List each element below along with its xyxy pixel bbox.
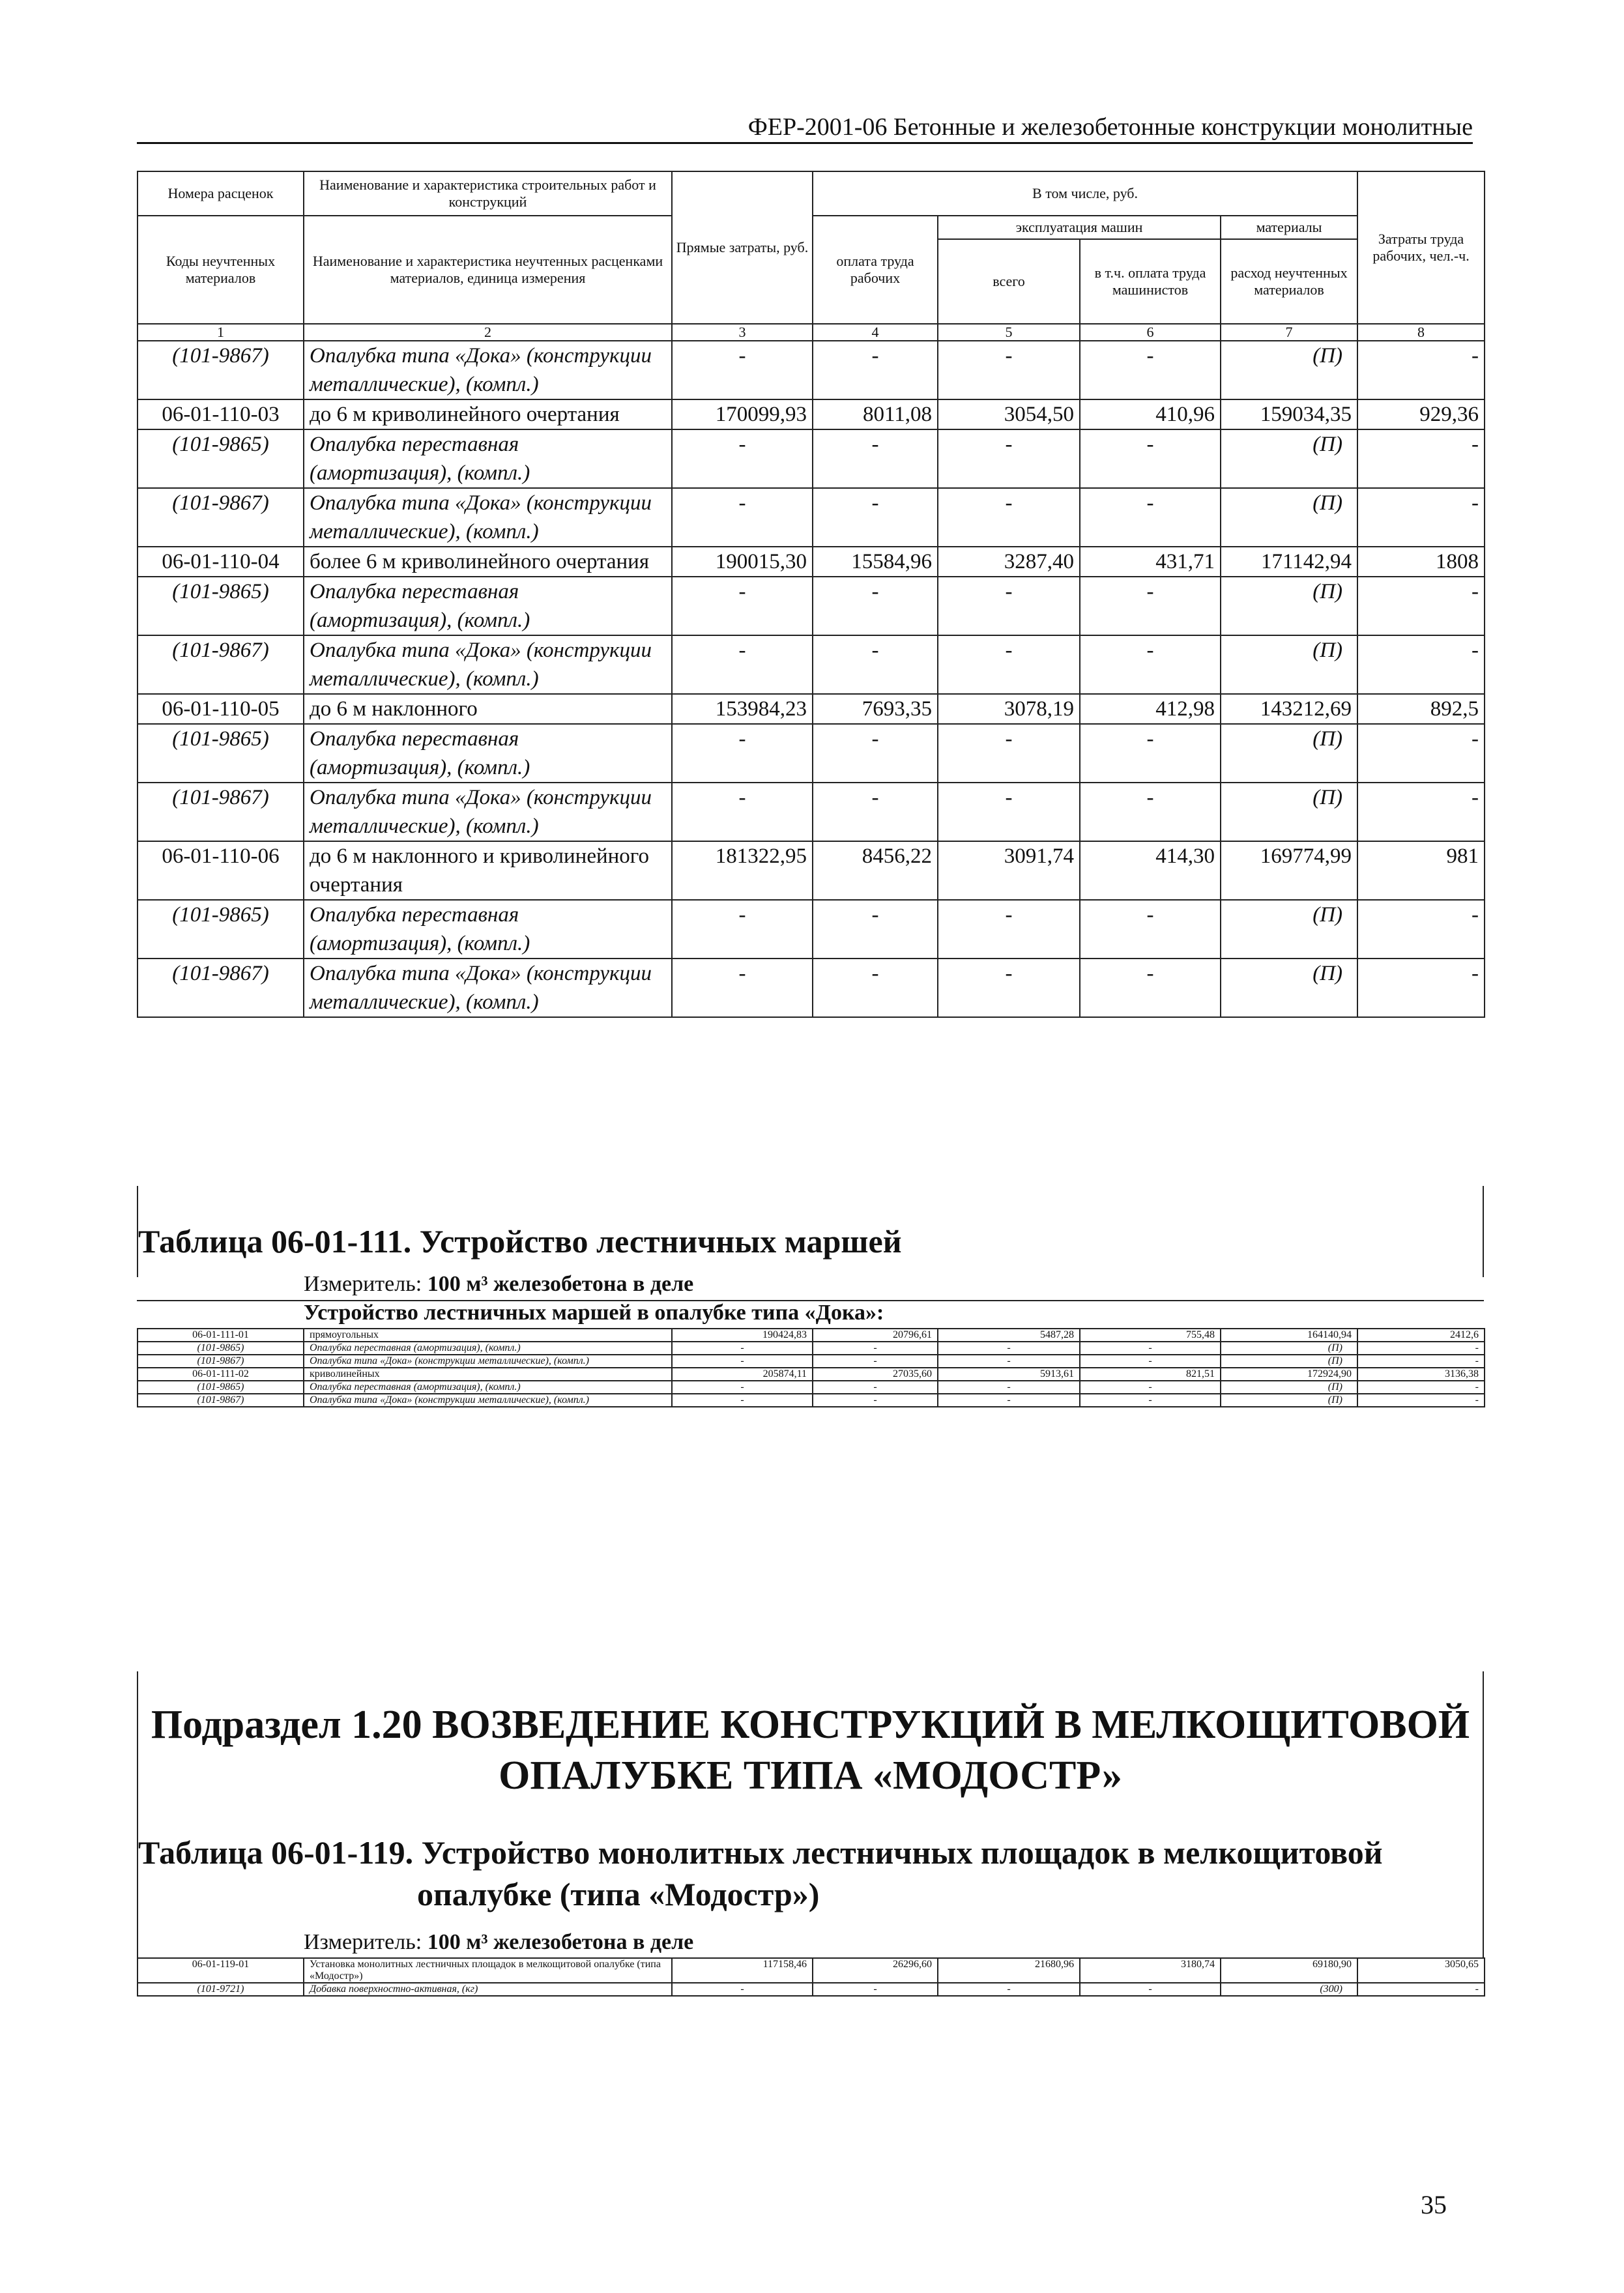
rate-name: до 6 м криволинейного очертания [304,399,672,429]
labor-hours: - [1357,635,1485,694]
direct-cost: - [672,1381,813,1394]
machine-cost: 5913,61 [938,1368,1080,1381]
materials-cost: (П) [1221,577,1357,635]
machine-cost: - [938,783,1080,841]
material-code: (101-9867) [138,1394,304,1407]
labor-hours: 929,36 [1357,399,1485,429]
materials-cost: 69180,90 [1221,1958,1357,1983]
norms-table [137,171,1485,1018]
operator-cost: 821,51 [1080,1368,1221,1381]
labor-cost: - [813,577,938,635]
material-row [138,1342,1485,1355]
material-row [138,1381,1485,1394]
machine-cost: 3078,19 [938,694,1080,724]
direct-cost: - [672,724,813,783]
labor-hours: - [1357,341,1485,399]
header-col2-bottom: Наименование и характеристика неучтенных расценками материалов, единица измерения [304,216,672,324]
labor-hours: - [1357,900,1485,959]
operator-cost: 410,96 [1080,399,1221,429]
material-name: Опалубка переставная (амортизация), (компл.) [304,724,672,783]
subsection-title-line1: Подраздел 1.20 ВОЗВЕДЕНИЕ КОНСТРУКЦИЙ В МЕЛКОЩИТОВОЙ [151,1703,1470,1747]
header-col7: расход неучтенных материалов [1221,239,1357,324]
materials-cost: (П) [1221,1381,1357,1394]
materials-cost: (П) [1221,959,1357,1017]
header-col2-top: Наименование и характеристика строительных работ и конструкций [304,171,672,216]
materials-cost: (П) [1221,488,1357,547]
direct-cost: 153984,23 [672,694,813,724]
direct-cost: - [672,1983,813,1996]
materials-cost: (П) [1221,1342,1357,1355]
direct-cost: 181322,95 [672,841,813,900]
rate-code: 06-01-111-02 [138,1368,304,1381]
operator-cost: - [1080,1394,1221,1407]
material-code: (101-9867) [138,783,304,841]
material-name: Опалубка типа «Дока» (конструкции металлические), (компл.) [304,341,672,399]
rate-name: более 6 м криволинейного очертания [304,547,672,577]
material-code: (101-9865) [138,1342,304,1355]
rate-code: 06-01-119-01 [138,1958,304,1983]
materials-cost: (300) [1221,1983,1357,1996]
rate-name: Установка монолитных лестничных площадок в мелкощитовой опалубке (типа «Модостр») [304,1958,672,1983]
direct-cost: - [672,488,813,547]
materials-cost: (П) [1221,724,1357,783]
direct-cost: - [672,900,813,959]
operator-cost: 3180,74 [1080,1958,1221,1983]
header-col5: всего [938,239,1080,324]
labor-hours: - [1357,1983,1485,1996]
operator-cost: 412,98 [1080,694,1221,724]
materials-cost: 172924,90 [1221,1368,1357,1381]
materials-cost: (П) [1221,635,1357,694]
operator-cost: - [1080,488,1221,547]
labor-cost: - [813,900,938,959]
labor-cost: - [813,724,938,783]
direct-cost: 170099,93 [672,399,813,429]
labor-hours: - [1357,429,1485,488]
labor-cost: 7693,35 [813,694,938,724]
machine-cost: - [938,341,1080,399]
material-code: (101-9865) [138,577,304,635]
labor-cost: - [813,341,938,399]
rate-row [138,841,1485,900]
materials-cost: 159034,35 [1221,399,1357,429]
labor-cost: - [813,1983,938,1996]
labor-cost: - [813,635,938,694]
rate-name: криволинейных [304,1368,672,1381]
header-col1-bottom: Коды неучтенных материалов [138,216,304,324]
machine-cost: - [938,577,1080,635]
labor-cost: 15584,96 [813,547,938,577]
labor-hours: 3136,38 [1357,1368,1485,1381]
table-119-measure: Измеритель: 100 м³ железобетона в деле [304,1930,694,1954]
operator-cost: - [1080,429,1221,488]
material-code: (101-9867) [138,488,304,547]
header-machines: эксплуатация машин [938,216,1221,239]
material-row [138,488,1485,547]
material-name: Опалубка переставная (амортизация), (компл.) [304,900,672,959]
material-name: Опалубка типа «Дока» (конструкции металлические), (компл.) [304,1394,672,1407]
labor-hours: - [1357,488,1485,547]
material-code: (101-9865) [138,900,304,959]
material-row [138,577,1485,635]
material-name: Опалубка переставная (амортизация), (компл.) [304,429,672,488]
materials-cost: (П) [1221,341,1357,399]
rate-row [138,1329,1485,1342]
material-code: (101-9865) [138,1381,304,1394]
labor-hours: 892,5 [1357,694,1485,724]
material-code: (101-9867) [138,341,304,399]
material-name: Опалубка переставная (амортизация), (компл.) [304,577,672,635]
machine-cost: 3287,40 [938,547,1080,577]
table-111-group: Устройство лестничных маршей в опалубке типа «Дока»: [304,1301,884,1325]
machine-cost: - [938,1394,1080,1407]
machine-cost: 3091,74 [938,841,1080,900]
rate-name: до 6 м наклонного и криволинейного очертания [304,841,672,900]
material-row [138,1394,1485,1407]
materials-cost: (П) [1221,783,1357,841]
labor-hours: - [1357,1394,1485,1407]
material-name: Опалубка типа «Дока» (конструкции металлические), (компл.) [304,488,672,547]
operator-cost: 431,71 [1080,547,1221,577]
table-111-title: Таблица 06-01-111. Устройство лестничных маршей [138,1223,902,1260]
operator-cost: - [1080,959,1221,1017]
labor-hours: 2412,6 [1357,1329,1485,1342]
rate-code: 06-01-110-04 [138,547,304,577]
table-119-title-line2: опалубке (типа «Модостр») [417,1876,820,1912]
machine-cost: - [938,635,1080,694]
col-number: 5 [938,324,1080,341]
materials-cost: 164140,94 [1221,1329,1357,1342]
labor-hours: 981 [1357,841,1485,900]
direct-cost: - [672,577,813,635]
operator-cost: - [1080,1355,1221,1368]
header-col1-top: Номера расценок [138,171,304,216]
labor-hours: 3050,65 [1357,1958,1485,1983]
direct-cost: - [672,1342,813,1355]
material-row [138,635,1485,694]
operator-cost: - [1080,783,1221,841]
col-number: 2 [304,324,672,341]
materials-cost: 171142,94 [1221,547,1357,577]
material-code: (101-9867) [138,1355,304,1368]
labor-cost: - [813,429,938,488]
material-name: Опалубка типа «Дока» (конструкции металлические), (компл.) [304,635,672,694]
material-row [138,341,1485,399]
table-111 [137,1328,1485,1407]
labor-cost: 27035,60 [813,1368,938,1381]
material-name: Добавка поверхностно-активная, (кг) [304,1983,672,1996]
rate-name: прямоугольных [304,1329,672,1342]
labor-hours: - [1357,724,1485,783]
material-row [138,1355,1485,1368]
labor-hours: - [1357,959,1485,1017]
direct-cost: - [672,1355,813,1368]
operator-cost: - [1080,341,1221,399]
labor-cost: 26296,60 [813,1958,938,1983]
machine-cost: - [938,1983,1080,1996]
labor-hours: - [1357,1355,1485,1368]
rate-row [138,1958,1485,1983]
labor-hours: - [1357,577,1485,635]
labor-cost: - [813,1381,938,1394]
col-number: 7 [1221,324,1357,341]
rate-code: 06-01-111-01 [138,1329,304,1342]
operator-cost: 414,30 [1080,841,1221,900]
direct-cost: - [672,1394,813,1407]
material-name: Опалубка типа «Дока» (конструкции металлические), (компл.) [304,959,672,1017]
materials-cost: (П) [1221,429,1357,488]
table-111-measure: Измеритель: 100 м³ железобетона в деле [304,1272,694,1296]
direct-cost: 117158,46 [672,1958,813,1983]
labor-cost: - [813,1394,938,1407]
rate-code: 06-01-110-06 [138,841,304,900]
material-name: Опалубка переставная (амортизация), (компл.) [304,1342,672,1355]
machine-cost: - [938,959,1080,1017]
direct-cost: 190424,83 [672,1329,813,1342]
labor-hours: 1808 [1357,547,1485,577]
col-number: 4 [813,324,938,341]
operator-cost: - [1080,1342,1221,1355]
rate-code: 06-01-110-05 [138,694,304,724]
material-code: (101-9865) [138,429,304,488]
operator-cost: - [1080,900,1221,959]
machine-cost: - [938,429,1080,488]
operator-cost: - [1080,1983,1221,1996]
labor-cost: 8456,22 [813,841,938,900]
direct-cost: - [672,429,813,488]
col-number: 3 [672,324,813,341]
direct-cost: - [672,341,813,399]
materials-cost: 143212,69 [1221,694,1357,724]
subsection-title-line2: ОПАЛУБКЕ ТИПА «МОДОСТР» [499,1753,1122,1798]
material-row [138,959,1485,1017]
material-row [138,429,1485,488]
rate-code: 06-01-110-03 [138,399,304,429]
direct-cost: 205874,11 [672,1368,813,1381]
labor-cost: - [813,1355,938,1368]
operator-cost: - [1080,724,1221,783]
header-col3: Прямые затраты, руб. [672,171,813,324]
direct-cost: - [672,635,813,694]
labor-cost: - [813,1342,938,1355]
labor-hours: - [1357,1342,1485,1355]
material-name: Опалубка переставная (амортизация), (компл.) [304,1381,672,1394]
labor-hours: - [1357,1381,1485,1394]
machine-cost: 3054,50 [938,399,1080,429]
labor-cost: 8011,08 [813,399,938,429]
col-number: 6 [1080,324,1221,341]
material-code: (101-9721) [138,1983,304,1996]
operator-cost: - [1080,1381,1221,1394]
running-header: ФЕР-2001-06 Бетонные и железобетонные конструкции монолитные [137,112,1473,144]
operator-cost: - [1080,577,1221,635]
header-materials: материалы [1221,216,1357,239]
machine-cost: - [938,900,1080,959]
header-incl: В том числе, руб. [813,171,1357,216]
rate-row [138,399,1485,429]
material-name: Опалубка типа «Дока» (конструкции металлические), (компл.) [304,1355,672,1368]
material-code: (101-9865) [138,724,304,783]
materials-cost: (П) [1221,900,1357,959]
header-col4: оплата труда рабочих [813,216,938,324]
header-col6: в т.ч. оплата труда машинистов [1080,239,1221,324]
rate-row [138,1368,1485,1381]
direct-cost: 190015,30 [672,547,813,577]
rate-name: до 6 м наклонного [304,694,672,724]
col-number: 1 [138,324,304,341]
header-col8: Затраты труда рабочих, чел.-ч. [1357,171,1485,324]
direct-cost: - [672,783,813,841]
rate-row [138,694,1485,724]
labor-cost: 20796,61 [813,1329,938,1342]
machine-cost: 5487,28 [938,1329,1080,1342]
machine-cost: - [938,1355,1080,1368]
rate-row [138,547,1485,577]
material-code: (101-9867) [138,635,304,694]
operator-cost: - [1080,635,1221,694]
labor-hours: - [1357,783,1485,841]
machine-cost: - [938,724,1080,783]
labor-cost: - [813,783,938,841]
material-row [138,783,1485,841]
material-code: (101-9867) [138,959,304,1017]
table-119 [137,1957,1485,1997]
table-119-title-line1: Таблица 06-01-119. Устройство монолитных лестничных площадок в мелкощитовой [138,1834,1383,1871]
material-row [138,900,1485,959]
labor-cost: - [813,959,938,1017]
direct-cost: - [672,959,813,1017]
machine-cost: - [938,488,1080,547]
page-number: 35 [1421,2190,1447,2219]
col-number: 8 [1357,324,1485,341]
materials-cost: 169774,99 [1221,841,1357,900]
material-name: Опалубка типа «Дока» (конструкции металлические), (компл.) [304,783,672,841]
materials-cost: (П) [1221,1355,1357,1368]
machine-cost: - [938,1342,1080,1355]
material-row [138,724,1485,783]
materials-cost: (П) [1221,1394,1357,1407]
operator-cost: 755,48 [1080,1329,1221,1342]
material-row [138,1983,1485,1996]
machine-cost: - [938,1381,1080,1394]
labor-cost: - [813,488,938,547]
machine-cost: 21680,96 [938,1958,1080,1983]
